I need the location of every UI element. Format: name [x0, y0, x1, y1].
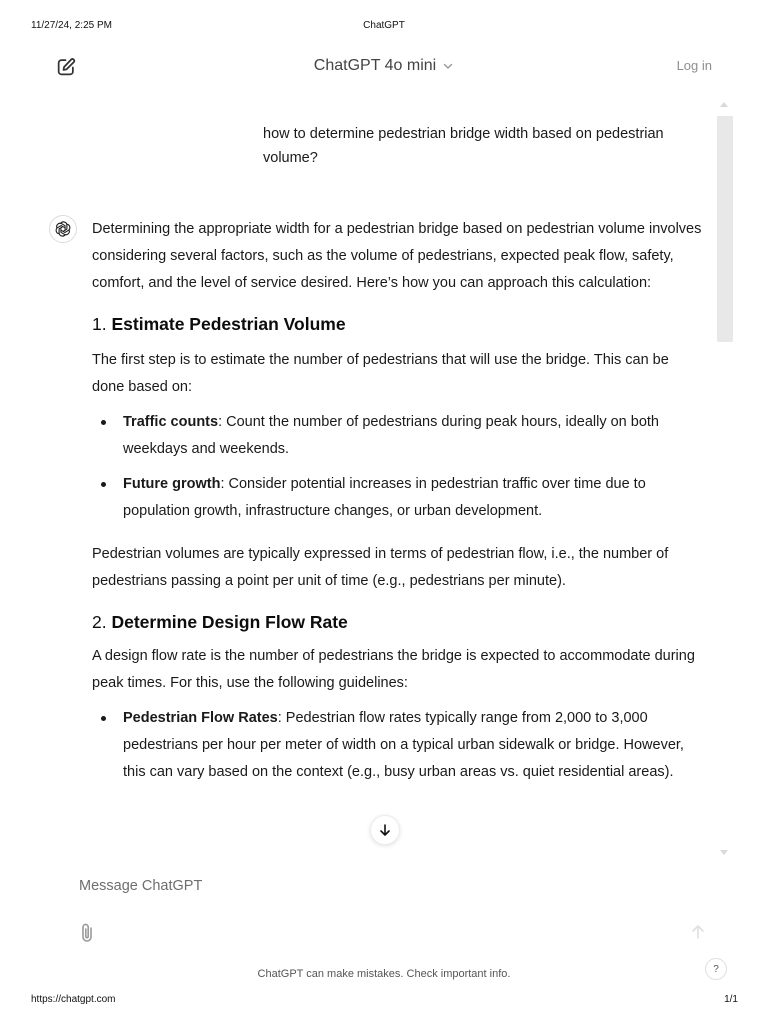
list-item-text: : Pedestrian flow rates typically range from 2,000 to 3,000 pedestrians per hour per meter of width on a typical urban sidewalk or bridge. However, this can vary based on the context (e.g., busy urban areas vs. quiet residential areas).: [123, 710, 684, 780]
send-button[interactable]: [689, 923, 707, 941]
section-number: 2.: [92, 612, 107, 632]
list-item: [92, 471, 704, 525]
arrow-up-icon: [689, 923, 707, 941]
model-name: ChatGPT 4o mini: [313, 57, 437, 74]
list-item-term: Traffic counts: [123, 414, 219, 430]
arrow-down-icon: [378, 823, 392, 837]
chevron-down-icon: [442, 60, 454, 72]
list-item: [92, 409, 704, 463]
list-item-term: Pedestrian Flow Rates: [123, 710, 278, 726]
print-page-number: 1/1: [724, 994, 738, 1005]
paperclip-icon: [79, 922, 97, 944]
new-chat-button[interactable]: [55, 56, 77, 78]
print-title: ChatGPT: [363, 20, 405, 31]
print-datetime: 11/27/24, 2:25 PM: [31, 20, 112, 31]
section-title: Determine Design Flow Rate: [111, 612, 348, 632]
user-message: how to determine pedestrian bridge width based on pedestrian volume?: [263, 126, 664, 166]
scrollbar-thumb[interactable]: [717, 116, 733, 342]
list-item-text: : Consider potential increases in pedestrian traffic over time due to population growth, infrastructure changes, or urban development.: [123, 476, 646, 519]
scroll-to-bottom-button[interactable]: [370, 815, 400, 845]
model-selector[interactable]: [314, 57, 454, 75]
list-item-text: : Count the number of pedestrians during peak hours, ideally on both weekdays and weekends.: [123, 414, 659, 457]
section-title: Estimate Pedestrian Volume: [111, 314, 346, 334]
section-heading-2: [92, 609, 704, 635]
message-input[interactable]: [79, 878, 639, 894]
attach-button[interactable]: [79, 922, 97, 944]
disclaimer-text: ChatGPT can make mistakes. Check important info.: [257, 968, 511, 980]
openai-logo-icon: [54, 220, 72, 238]
help-button[interactable]: ?: [705, 958, 727, 980]
bullet-list: [92, 409, 704, 525]
login-button[interactable]: Log in: [676, 58, 712, 73]
model-selector-wrap: [0, 57, 768, 75]
list-item: [92, 705, 704, 786]
assistant-avatar: [49, 215, 77, 243]
section-paragraph: The first step is to estimate the number of pedestrians that will use the bridge. This can be done based on:: [92, 352, 669, 395]
section-number: 1.: [92, 314, 107, 334]
list-item-term: Future growth: [123, 476, 221, 492]
section-paragraph: Pedestrian volumes are typically expressed in terms of pedestrian flow, i.e., the number of pedestrians passing a point per unit of time (e.g., pedestrians per minute).: [92, 546, 669, 589]
assistant-message: [92, 216, 704, 786]
section-paragraph: A design flow rate is the number of pedestrians the bridge is expected to accommodate during peak times. For this, use the following guidelines:: [92, 648, 695, 691]
bullet-list: [92, 705, 704, 786]
answer-intro: Determining the appropriate width for a pedestrian bridge based on pedestrian volume involves considering several factors, such as the volume of pedestrians, expected peak flow, safety, comfort, and the level of service desired. Here’s how you can approach this calculation:: [92, 221, 702, 291]
section-heading-1: [92, 311, 704, 337]
scroll-down-arrow[interactable]: [720, 850, 728, 855]
scroll-up-arrow[interactable]: [720, 102, 728, 107]
message-composer: [62, 868, 722, 958]
print-url: https://chatgpt.com: [31, 994, 116, 1005]
pencil-square-icon: [55, 56, 77, 78]
